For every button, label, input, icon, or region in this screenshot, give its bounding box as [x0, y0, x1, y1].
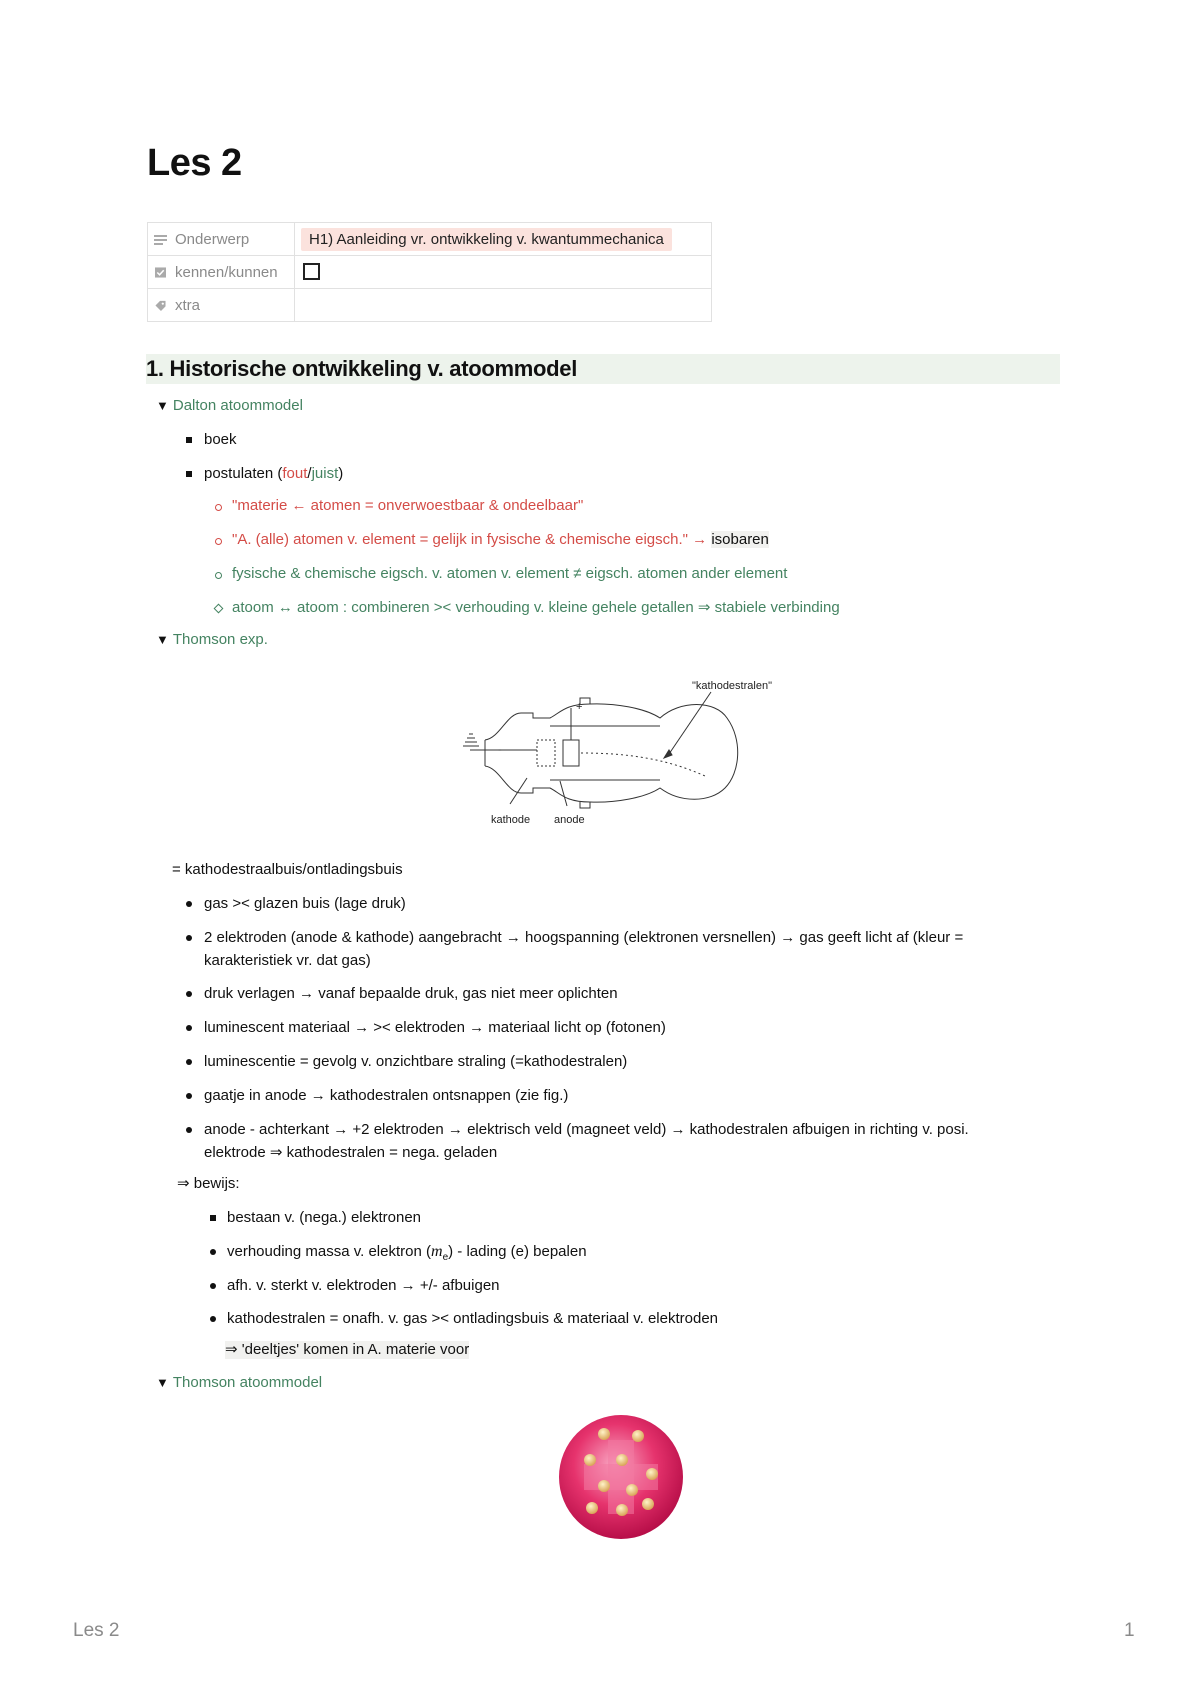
figure-label-plus: +: [576, 701, 583, 713]
toggle-label: Thomson exp.: [172, 631, 268, 648]
definition-line: = kathodestraalbuis/ontladingsbuis: [172, 861, 403, 878]
bullet-icon: [215, 538, 222, 545]
property-value[interactable]: [295, 223, 712, 256]
footer-doc-title: Les 2: [73, 1620, 120, 1641]
list-item: luminescentie = gevolg v. onzichtbare straling (=kathodestralen): [204, 1053, 628, 1070]
bullet-icon: [186, 1093, 192, 1099]
property-row-xtra: [148, 289, 712, 322]
property-key-label: Onderwerp: [175, 230, 250, 248]
list-item: boek: [204, 431, 237, 448]
highlight: isobaren: [711, 531, 769, 548]
bullet-icon: [186, 935, 192, 941]
section-heading: 1. Historische ontwikkeling v. atoommodel: [146, 354, 1060, 384]
kennen-kunnen-checkbox[interactable]: [303, 263, 320, 280]
list-item: afh. v. sterkt v. elektroden → +/- afbuigen: [227, 1277, 500, 1294]
list-item: "A. (alle) atomen v. element = gelijk in fysische & chemische eigsch." → isobaren: [232, 531, 769, 548]
list-item: atoom ↔ atoom : combineren >< verhouding v. kleine gehele getallen ⇒ stabiele verbinding: [232, 599, 840, 616]
list-item: anode - achterkant → +2 elektroden → elektrisch veld (magneet veld) → kathodestralen afbuigen in richting v. posi. elektrode ⇒ kathodestralen = nega. geladen: [204, 1121, 969, 1161]
list-item: fysische & chemische eigsch. v. atomen v. element ≠ eigsch. atomen ander element: [232, 565, 788, 582]
bullet-icon: [186, 1059, 192, 1065]
toggle-label: Thomson atoommodel: [172, 1374, 323, 1391]
toggle-triangle-icon[interactable]: ▼: [156, 1375, 169, 1390]
bullet-icon: [210, 1215, 216, 1221]
list-icon: [154, 234, 167, 245]
toggle-dalton[interactable]: [156, 397, 303, 415]
bullet-icon: [186, 1025, 192, 1031]
property-key: [148, 256, 295, 289]
property-key-label: kennen/kunnen: [175, 263, 278, 281]
bullet-icon: [186, 1127, 192, 1133]
bewijs-heading: ⇒ bewijs:: [177, 1175, 240, 1192]
bullet-icon: [210, 1316, 216, 1322]
list-item: gas >< glazen buis (lage druk): [204, 895, 406, 912]
list-item: kathodestralen = onafh. v. gas >< ontladingsbuis & materiaal v. elektroden: [227, 1310, 719, 1327]
figure-label-anode: anode: [554, 814, 585, 826]
property-key: [148, 223, 295, 256]
list-item: luminescent materiaal → >< elektroden → materiaal licht op (fotonen): [204, 1019, 666, 1036]
list-item: "materie ← atomen = onverwoestbaar & ondeelbaar": [232, 497, 584, 514]
bullet-icon: [186, 991, 192, 997]
toggle-thomson-exp[interactable]: [156, 631, 268, 649]
bullet-icon: [210, 1283, 216, 1289]
topic-tag[interactable]: H1) Aanleiding vr. ontwikkeling v. kwantummechanica: [301, 228, 672, 251]
toggle-triangle-icon[interactable]: ▼: [156, 398, 169, 413]
property-row-onderwerp: [148, 223, 712, 256]
property-key-label: xtra: [175, 296, 201, 314]
cathode-ray-tube-figure: [455, 678, 795, 836]
toggle-triangle-icon[interactable]: ▼: [156, 632, 169, 647]
tag-icon: [154, 300, 167, 311]
page-title: Les 2: [147, 142, 242, 184]
toggle-thomson-model[interactable]: [156, 1374, 322, 1392]
bullet-icon: [186, 901, 192, 907]
figure-label-rays: "kathodestralen": [692, 680, 772, 692]
list-item: bestaan v. (nega.) elektronen: [227, 1209, 422, 1226]
list-item: druk verlagen → vanaf bepaalde druk, gas niet meer oplichten: [204, 985, 618, 1002]
bullet-icon: [186, 471, 192, 477]
bullet-icon: [214, 604, 224, 614]
properties-table: [147, 222, 712, 322]
figure-label-minus: -: [498, 744, 502, 756]
bullet-icon: [210, 1249, 216, 1255]
list-item-postulaten: postulaten (fout/juist): [204, 465, 344, 482]
conclusion-highlight: ⇒ 'deeltjes' komen in A. materie voor: [225, 1341, 470, 1358]
list-item: gaatje in anode → kathodestralen ontsnappen (zie fig.): [204, 1087, 569, 1104]
figure-label-cathode: kathode: [491, 814, 531, 826]
property-key: [148, 289, 295, 322]
list-item: 2 elektroden (anode & kathode) aangebracht → hoogspanning (elektronen versnellen) → gas geeft licht af (kleur = karakteristiek vr. dat gas): [204, 929, 964, 969]
toggle-label: Dalton atoommodel: [172, 397, 303, 414]
property-value[interactable]: [295, 256, 712, 289]
list-item: verhouding massa v. elektron $(m_e)$ - lading (e) bepalen: [227, 1243, 587, 1263]
checkbox-icon: [154, 267, 167, 278]
bullet-icon: [215, 572, 222, 579]
bullet-icon: [215, 504, 222, 511]
bullet-icon: [186, 437, 192, 443]
plum-pudding-atom-figure: [556, 1412, 686, 1542]
property-value[interactable]: [295, 289, 712, 322]
property-row-kennen-kunnen: [148, 256, 712, 289]
footer-page-number: 1: [1124, 1620, 1135, 1641]
